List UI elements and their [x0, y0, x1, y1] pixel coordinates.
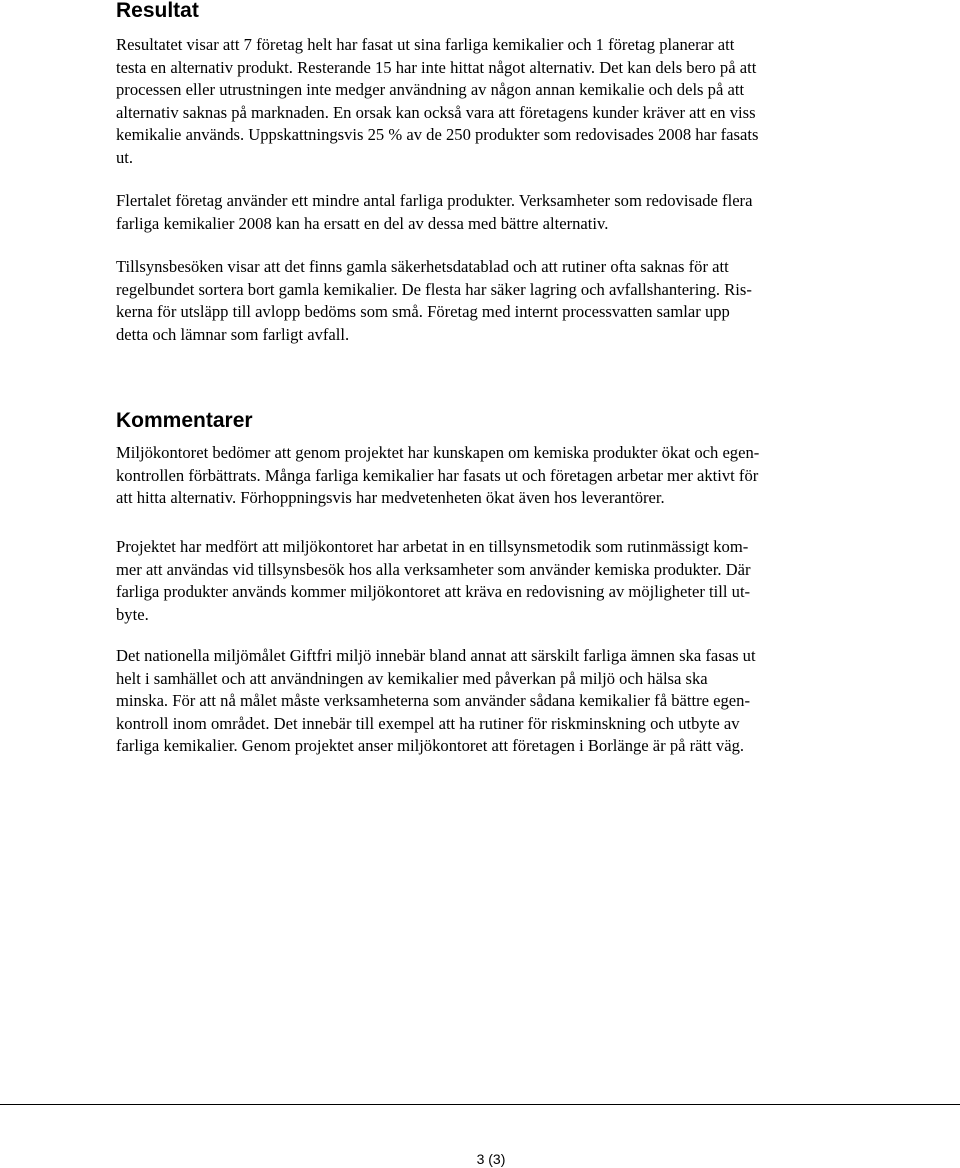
- text-line: minska. För att nå målet måste verksamheterna som använder sådana kemikalier få bättre egen-: [116, 691, 750, 710]
- section-heading-kommentarer: Kommentarer: [116, 409, 253, 432]
- text-line: testa en alternativ produkt. Resterande 15 har inte hittat något alternativ. Det kan dels bero på att: [116, 57, 757, 77]
- text-line: kontrollen förbättrats. Många farliga kemikalier har fasats ut och företagen arbetar mer aktivt för: [116, 465, 759, 485]
- text-line: kerna för utsläpp till avlopp bedöms som små. Företag med internt processvatten samlar upp: [116, 302, 730, 321]
- paragraph-resultat-1: [116, 34, 866, 169]
- text-line: att hitta alternativ. Förhoppningsvis har medvetenheten ökat även hos leverantörer.: [116, 488, 665, 507]
- text-line: farliga kemikalier. Genom projektet anser miljökontoret att företagen i Borlänge är på rätt väg.: [116, 736, 745, 755]
- paragraph-resultat-2: [116, 190, 866, 235]
- text-line: Flertalet företag använder ett mindre antal farliga produkter. Verksamheter som redovisade flera: [116, 191, 753, 210]
- text-line: farliga produkter används kommer miljökontoret att kräva en redovisning av möjligheter till ut-: [116, 582, 751, 601]
- text-line: Resultatet visar att 7 företag helt har fasat ut sina farliga kemikalier och 1 företag planerar att: [116, 35, 735, 54]
- text-line: detta och lämnar som farligt avfall.: [116, 324, 350, 344]
- text-line: kemikalie används. Uppskattningsvis 25 % av de 250 produkter som redovisades 2008 har fasats: [116, 125, 759, 144]
- footer-divider: [0, 1104, 960, 1105]
- text-line: Det nationella miljömålet Giftfri miljö innebär bland annat att särskilt farliga ämnen ska fasas ut: [116, 646, 756, 665]
- text-line: kontroll inom området. Det innebär till exempel att ha rutiner för riskminskning och utbyte av: [116, 713, 740, 733]
- text-line: helt i samhället och att användningen av kemikalier med påverkan på miljö och hälsa ska: [116, 668, 708, 688]
- text-line: ut.: [116, 147, 134, 167]
- section-heading-resultat: Resultat: [116, 0, 199, 22]
- text-line: Tillsynsbesöken visar att det finns gamla säkerhetsdatablad och att rutiner ofta saknas för att: [116, 257, 729, 276]
- text-line: byte.: [116, 604, 149, 624]
- text-line: processen eller utrustningen inte medger användning av någon annan kemikalie och dels på att: [116, 80, 745, 99]
- text-line: regelbundet sortera bort gamla kemikalier. De flesta har säker lagring och avfallshantering. Ris-: [116, 279, 752, 299]
- paragraph-resultat-3: [116, 256, 866, 346]
- page-number: 3 (3): [476, 1151, 506, 1167]
- text-line: Miljökontoret bedömer att genom projektet har kunskapen om kemiska produkter ökat och egen-: [116, 443, 760, 462]
- paragraph-kommentarer-1: [116, 442, 866, 510]
- text-line: Projektet har medfört att miljökontoret har arbetat in en tillsynsmetodik som rutinmässigt kom-: [116, 537, 749, 556]
- text-line: farliga kemikalier 2008 kan ha ersatt en del av dessa med bättre alternativ.: [116, 213, 609, 233]
- paragraph-kommentarer-3: [116, 645, 866, 758]
- paragraph-kommentarer-2: [116, 536, 866, 626]
- text-line: alternativ saknas på marknaden. En orsak kan också vara att företagens kunder kräver att en viss: [116, 102, 756, 122]
- text-line: mer att användas vid tillsynsbesök hos alla verksamheter som använder kemiska produkter. Där: [116, 559, 751, 579]
